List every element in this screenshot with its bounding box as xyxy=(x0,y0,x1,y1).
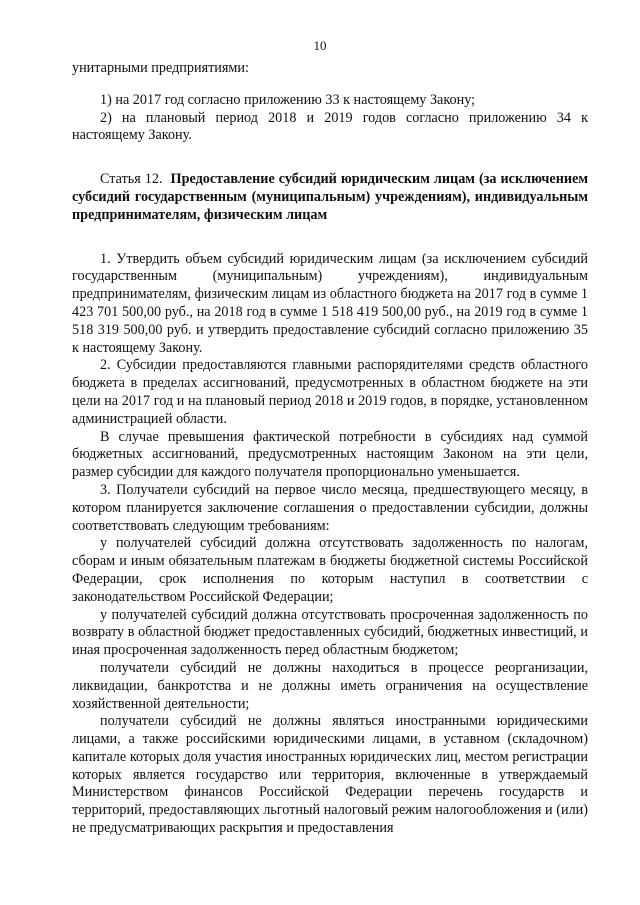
article-label: Статья 12. xyxy=(100,171,163,188)
paragraph-continuation: унитарными предприятиями: xyxy=(72,60,249,76)
body-paragraph-1: 1. Утвердить объем субсидий юридическим лицам (за исключением субсидий государственным (муниципальным) учреждениям), индивидуальным предпринимателям, физическим лицам из областного бюджета на 2017 год в сумме 1 423 701 500,00 руб., на 2018 год в сумме 1 518 419 500,00 руб., на 2019 год в сумме 1 518 319 500,00 руб. и утвердить предоставление субсидий согласно приложению 35 к настоящему Закону. xyxy=(72,250,588,356)
requirement-not-foreign: получатели субсидий не должны являться иностранными юридическими лицами, а также российскими юридическими лицами, в уставном (складочном) капитале которых доля участия иностранных юридических лиц, местом регистрации которых является государство или территория, включенные в утверждаемый Министерством финансов Российской Федерации перечень государств и территорий, предоставляющих льготный налоговый режим налогообложения и (или) не предусматривающих раскрытия и предоставления xyxy=(72,713,588,837)
document-body xyxy=(72,60,588,838)
body-paragraph-4: 3. Получатели субсидий на первое число месяца, предшествующего месяцу, в котором планируется заключение соглашения о предоставлении субсидии, должны соответствовать следующим требованиям: xyxy=(72,481,588,534)
article-title: Предоставление субсидий юридическим лицам (за исключением субсидий государственным (муниципальным) учреждениям), индивидуальным предпринимателям, физическим лицам xyxy=(72,171,589,223)
page-number: 10 xyxy=(313,38,327,53)
list-item-planning-period: 2) на плановый период 2018 и 2019 годов согласно приложению 34 к настоящему Закону. xyxy=(72,109,588,144)
requirement-overdue-debt: у получателей субсидий должна отсутствовать просроченная задолженность по возврату в областной бюджет предоставленных субсидий, бюджетных инвестиций, и иная просроченная задолженность перед областным бюджетом; xyxy=(72,606,588,659)
body-paragraph-2: 2. Субсидии предоставляются главными распорядителями средств областного бюджета в пределах ассигнований, предусмотренных в областном бюджете на эти цели на 2017 год и на плановый период 2018 и 2019 годов, в порядке, установленном администрацией области. xyxy=(72,357,588,427)
article-heading xyxy=(72,171,588,224)
list-item-2017: 1) на 2017 год согласно приложению 33 к настоящему Закону; xyxy=(100,91,476,108)
requirement-taxes: у получателей субсидий должна отсутствовать задолженность по налогам, сборам и иным обязательным платежам в бюджеты бюджетной системы Российской Федерации, срок исполнения по которым наступил в соответствии с законодательством Российской Федерации; xyxy=(72,535,588,605)
requirement-no-reorganization: получатели субсидий не должны находиться в процессе реорганизации, ликвидации, банкротства и не должны иметь ограничения на осуществление хозяйственной деятельности; xyxy=(72,659,588,712)
body-paragraph-3: В случае превышения фактической потребности в субсидиях над суммой бюджетных ассигнований, предусмотренных настоящим Законом на эти цели, размер субсидии для каждого получателя пропорционально уменьшается. xyxy=(72,428,588,481)
